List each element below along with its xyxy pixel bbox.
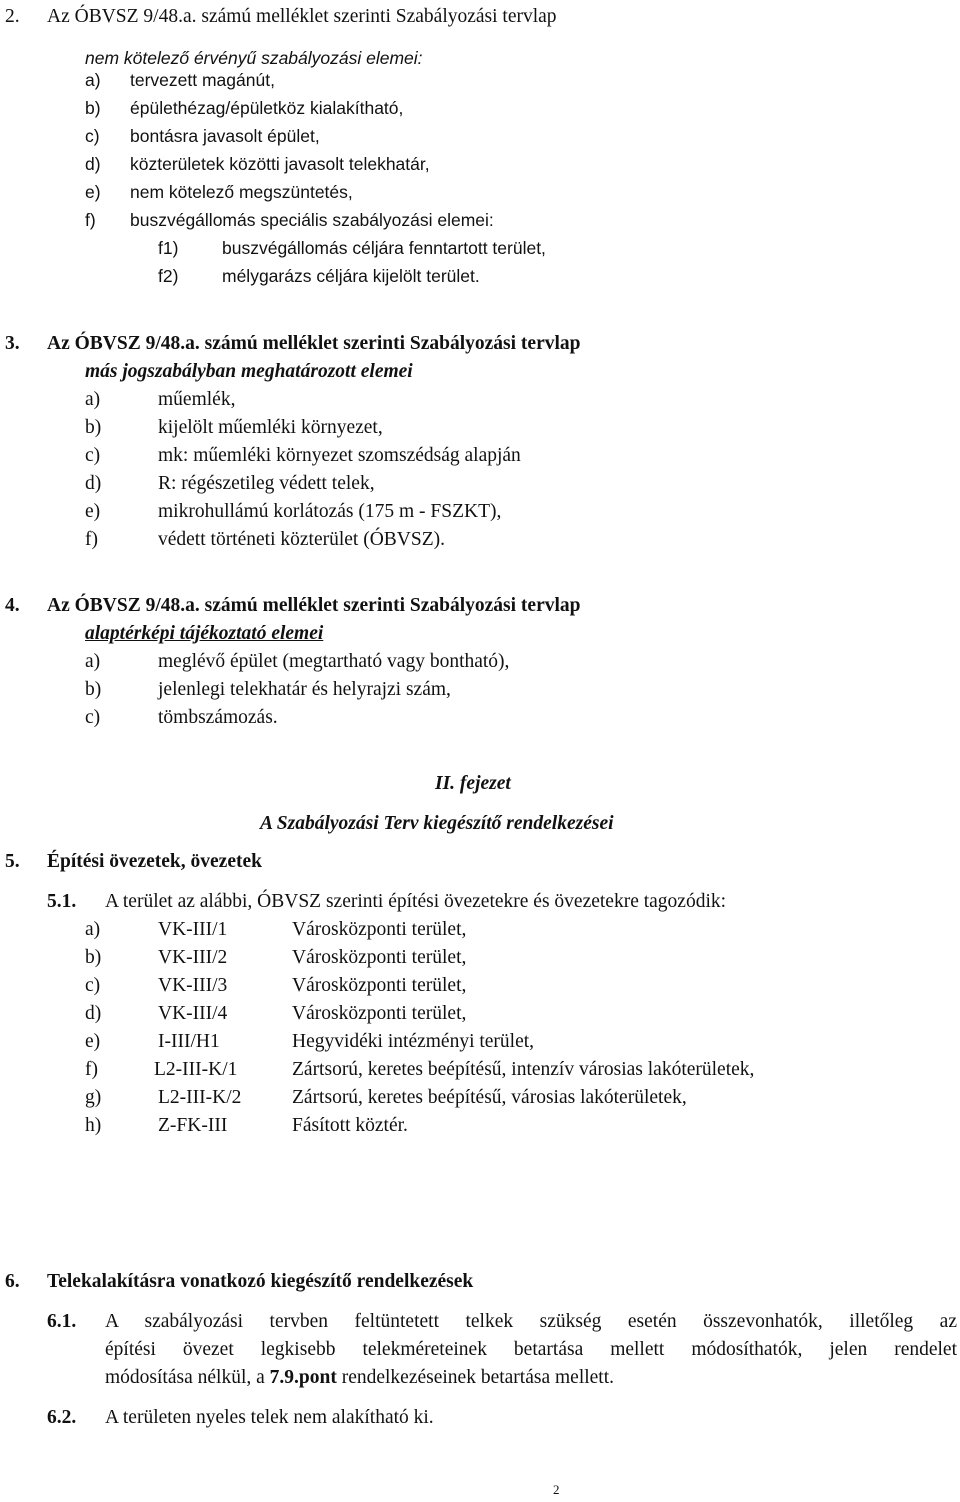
paragraph-6-1-line-1: A szabályozási tervben feltüntetett telkek szükség esetén összevonhatók, illetőleg az [105, 1311, 957, 1332]
paragraph-6-1-line-3-start: módosítása nélkül, a [105, 1367, 265, 1388]
section-2-item-label: f) [85, 210, 96, 230]
section-2-title: Az ÓBVSZ 9/48.a. számú melléklet szerinti Szabályozási tervlap [47, 6, 557, 27]
page-number: 2 [553, 1482, 560, 1497]
reference-7-9-pont: 7.9.pont [269, 1367, 337, 1388]
zone-code: VK-III/2 [158, 947, 228, 968]
zone-desc: Hegyvidéki intézményi terület, [292, 1031, 535, 1052]
paragraph-6-2-number: 6.2. [47, 1407, 77, 1428]
section-3-item-text: kijelölt műemléki környezet, [158, 417, 383, 438]
zone-label: f) [85, 1059, 98, 1080]
zone-code: VK-III/4 [158, 1003, 228, 1024]
section-4-number: 4. [5, 595, 20, 616]
zone-code: L2-III-K/2 [158, 1087, 242, 1108]
section-3-item-text: R: régészetileg védett telek, [158, 473, 375, 494]
section-4-item-text: meglévő épület (megtartható vagy bontható), [158, 651, 510, 672]
zone-desc: Zártsorú, keretes beépítésű, intenzív városias lakóterületek, [292, 1059, 755, 1080]
zone-label: a) [85, 919, 101, 940]
zone-label: h) [85, 1115, 102, 1136]
zone-code: I-III/H1 [158, 1031, 220, 1052]
section-2-item-label: a) [85, 70, 101, 90]
section-4-item-text: jelenlegi telekhatár és helyrajzi szám, [158, 679, 451, 700]
section-2-item-label: b) [85, 98, 101, 118]
section-2-subitem-label: f2) [158, 266, 179, 286]
section-4-item-label: b) [85, 679, 102, 700]
section-2-subitem-label: f1) [158, 238, 179, 258]
section-6-title: Telekalakításra vonatkozó kiegészítő rendelkezések [47, 1271, 474, 1292]
section-4-item-text: tömbszámozás. [158, 707, 278, 728]
section-2-subitem-text: mélygarázs céljára kijelölt terület. [222, 266, 480, 286]
section-3-number: 3. [5, 333, 20, 354]
zone-desc: Városközponti terület, [292, 919, 467, 940]
paragraph-6-1-line-3-end: rendelkezéseinek betartása mellett. [341, 1367, 615, 1388]
paragraph-5-1-number: 5.1. [47, 891, 77, 912]
section-3-item-label: b) [85, 417, 102, 438]
zone-label: d) [85, 1003, 102, 1024]
chapter-title: II. fejezet [435, 773, 511, 794]
paragraph-6-1-line-3 [105, 1366, 614, 1390]
zone-code: VK-III/3 [158, 975, 228, 996]
zone-label: b) [85, 947, 102, 968]
paragraph-6-2-text: A területen nyeles telek nem alakítható ki. [105, 1407, 434, 1428]
section-2-item-text: közterületek közötti javasolt telekhatár, [130, 154, 430, 174]
section-2-item-label: c) [85, 126, 100, 146]
zone-desc: Zártsorú, keretes beépítésű, városias lakóterületek, [292, 1087, 687, 1108]
section-3-item-label: d) [85, 473, 102, 494]
section-2-item-text: nem kötelező megszüntetés, [130, 182, 353, 202]
paragraph-6-1-line-2: építési övezet legkisebb telekméreteinek betartása mellett módosíthatók, jelen rendelet [105, 1339, 957, 1360]
section-3-title: Az ÓBVSZ 9/48.a. számú melléklet szerinti Szabályozási tervlap [47, 333, 581, 354]
zone-desc: Városközponti terület, [292, 1003, 467, 1024]
zone-desc: Fásított köztér. [292, 1115, 408, 1136]
section-2-item-label: e) [85, 182, 101, 202]
section-2-subtitle: nem kötelező érvényű szabályozási elemei: [85, 48, 423, 68]
section-4-subtitle: alaptérképi tájékoztató elemei [85, 623, 324, 644]
section-4-title: Az ÓBVSZ 9/48.a. számú melléklet szerinti Szabályozási tervlap [47, 595, 581, 616]
section-2-item-label: d) [85, 154, 101, 174]
zone-label: c) [85, 975, 101, 996]
section-3-item-text: műemlék, [158, 389, 236, 410]
section-4-item-label: a) [85, 651, 101, 672]
zone-code: Z-FK-III [158, 1115, 228, 1136]
section-5-number: 5. [5, 851, 20, 872]
section-4-item-label: c) [85, 707, 101, 728]
section-2-item-text: bontásra javasolt épület, [130, 126, 320, 146]
section-3-item-label: e) [85, 501, 101, 522]
zone-label: g) [85, 1087, 102, 1108]
section-3-item-text: védett történeti közterület (ÓBVSZ). [158, 529, 445, 550]
section-5-title: Építési övezetek, övezetek [47, 851, 262, 872]
zone-label: e) [85, 1031, 101, 1052]
section-3-subtitle: más jogszabályban meghatározott elemei [85, 361, 413, 382]
zone-code: VK-III/1 [158, 919, 228, 940]
zone-desc: Városközponti terület, [292, 947, 467, 968]
chapter-subtitle: A Szabályozási Terv kiegészítő rendelkezései [260, 813, 614, 834]
paragraph-6-1-number: 6.1. [47, 1311, 77, 1332]
section-2-subitem-text: buszvégállomás céljára fenntartott terület, [222, 238, 546, 258]
section-3-item-text: mk: műemléki környezet szomszédság alapján [158, 445, 521, 466]
section-2-item-text: tervezett magánút, [130, 70, 275, 90]
section-3-item-label: a) [85, 389, 101, 410]
section-2-item-text: buszvégállomás speciális szabályozási elemei: [130, 210, 494, 230]
paragraph-5-1-text: A terület az alábbi, ÓBVSZ szerinti építési övezetekre és övezetekre tagozódik: [105, 891, 727, 912]
section-6-number: 6. [5, 1271, 20, 1292]
section-3-item-label: c) [85, 445, 101, 466]
zone-code: L2-III-K/1 [154, 1059, 238, 1080]
zone-desc: Városközponti terület, [292, 975, 467, 996]
section-3-item-text: mikrohullámú korlátozás (175 m - FSZKT), [158, 501, 502, 522]
section-2-item-text: épülethézag/épületköz kialakítható, [130, 98, 404, 118]
section-2-number: 2. [5, 6, 20, 27]
section-3-item-label: f) [85, 529, 98, 550]
